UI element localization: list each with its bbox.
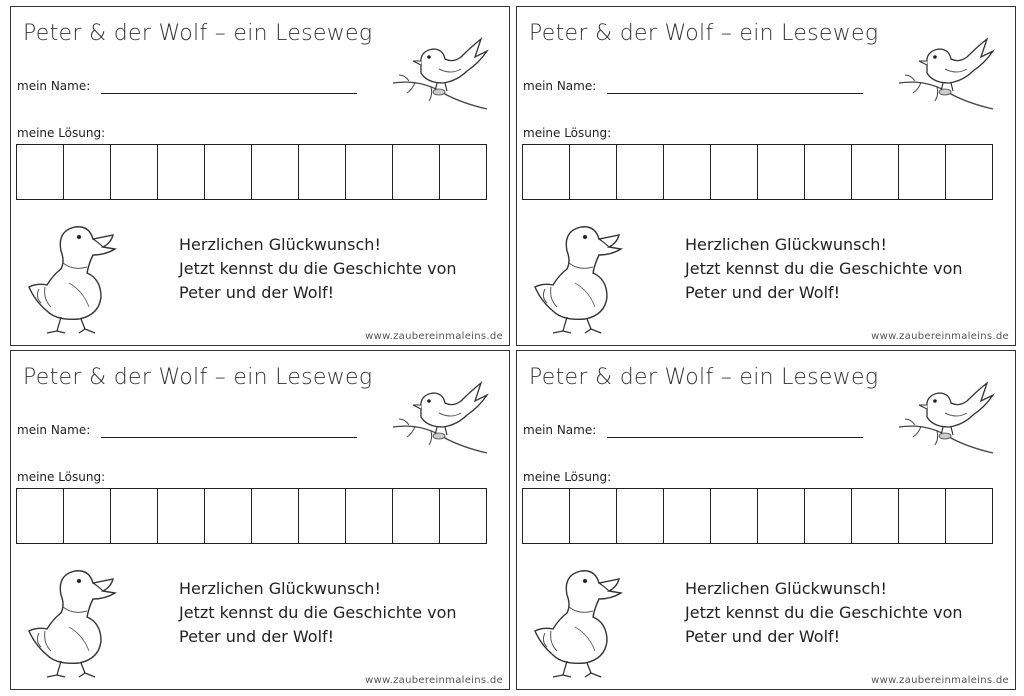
- card-title: Peter & der Wolf – ein Leseweg: [23, 21, 373, 46]
- solution-box[interactable]: [617, 145, 664, 199]
- card-title: Peter & der Wolf – ein Leseweg: [23, 365, 373, 390]
- congratulation-text: [179, 577, 457, 649]
- solution-grid: [16, 144, 487, 200]
- congratulation-text: [685, 233, 963, 305]
- solution-box[interactable]: [64, 145, 111, 199]
- website-url[interactable]: www.zaubereinmaleins.de: [365, 331, 503, 342]
- solution-box[interactable]: [111, 145, 158, 199]
- solution-box[interactable]: [299, 489, 346, 543]
- name-label: mein Name:: [17, 79, 91, 93]
- solution-label: meine Lösung:: [523, 126, 612, 140]
- bird-on-branch-icon: [897, 379, 997, 459]
- solution-box[interactable]: [17, 489, 64, 543]
- solution-box[interactable]: [64, 489, 111, 543]
- solution-box[interactable]: [711, 489, 758, 543]
- website-url[interactable]: www.zaubereinmaleins.de: [871, 331, 1009, 342]
- solution-box[interactable]: [617, 489, 664, 543]
- solution-box[interactable]: [570, 489, 617, 543]
- solution-box[interactable]: [946, 145, 992, 199]
- solution-box[interactable]: [158, 489, 205, 543]
- congratulation-text: [685, 577, 963, 649]
- solution-box[interactable]: [664, 145, 711, 199]
- solution-box[interactable]: [852, 489, 899, 543]
- congrats-line-2: Jetzt kennst du die Geschichte von: [685, 259, 963, 278]
- solution-box[interactable]: [899, 489, 946, 543]
- solution-box[interactable]: [805, 489, 852, 543]
- congrats-line-1: Herzlichen Glückwunsch!: [685, 579, 887, 598]
- leseweg-card: [516, 6, 1016, 346]
- solution-label: meine Lösung:: [523, 470, 612, 484]
- solution-box[interactable]: [805, 145, 852, 199]
- duck-icon: [17, 217, 127, 335]
- name-input-line[interactable]: [607, 93, 863, 94]
- solution-box[interactable]: [111, 489, 158, 543]
- solution-box[interactable]: [440, 145, 486, 199]
- solution-box[interactable]: [346, 145, 393, 199]
- duck-icon: [17, 561, 127, 679]
- solution-grid: [16, 488, 487, 544]
- congrats-line-2: Jetzt kennst du die Geschichte von: [685, 603, 963, 622]
- name-input-line[interactable]: [607, 437, 863, 438]
- congrats-line-1: Herzlichen Glückwunsch!: [685, 235, 887, 254]
- congrats-line-1: Herzlichen Glückwunsch!: [179, 579, 381, 598]
- solution-box[interactable]: [440, 489, 486, 543]
- congrats-line-2: Jetzt kennst du die Geschichte von: [179, 259, 457, 278]
- solution-box[interactable]: [899, 145, 946, 199]
- duck-icon: [523, 561, 633, 679]
- congrats-line-3: Peter und der Wolf!: [685, 627, 841, 646]
- website-url[interactable]: www.zaubereinmaleins.de: [365, 675, 503, 686]
- congrats-line-3: Peter und der Wolf!: [685, 283, 841, 302]
- name-label: mein Name:: [523, 423, 597, 437]
- solution-box[interactable]: [570, 145, 617, 199]
- solution-box[interactable]: [252, 145, 299, 199]
- solution-label: meine Lösung:: [17, 470, 106, 484]
- solution-box[interactable]: [711, 145, 758, 199]
- solution-box[interactable]: [205, 489, 252, 543]
- bird-on-branch-icon: [391, 379, 491, 459]
- solution-box[interactable]: [523, 489, 570, 543]
- name-input-line[interactable]: [101, 93, 357, 94]
- solution-box[interactable]: [852, 145, 899, 199]
- leseweg-card: [10, 6, 510, 346]
- solution-box[interactable]: [664, 489, 711, 543]
- card-title: Peter & der Wolf – ein Leseweg: [529, 365, 879, 390]
- leseweg-card: [516, 350, 1016, 690]
- name-label: mein Name:: [17, 423, 91, 437]
- congrats-line-1: Herzlichen Glückwunsch!: [179, 235, 381, 254]
- solution-grid: [522, 488, 993, 544]
- solution-label: meine Lösung:: [17, 126, 106, 140]
- name-label: mein Name:: [523, 79, 597, 93]
- bird-on-branch-icon: [391, 35, 491, 115]
- website-url[interactable]: www.zaubereinmaleins.de: [871, 675, 1009, 686]
- leseweg-card: [10, 350, 510, 690]
- solution-box[interactable]: [758, 145, 805, 199]
- solution-box[interactable]: [393, 489, 440, 543]
- name-input-line[interactable]: [101, 437, 357, 438]
- congratulation-text: [179, 233, 457, 305]
- duck-icon: [523, 217, 633, 335]
- solution-box[interactable]: [158, 145, 205, 199]
- congrats-line-3: Peter und der Wolf!: [179, 283, 335, 302]
- solution-box[interactable]: [946, 489, 992, 543]
- congrats-line-2: Jetzt kennst du die Geschichte von: [179, 603, 457, 622]
- solution-box[interactable]: [758, 489, 805, 543]
- solution-box[interactable]: [299, 145, 346, 199]
- solution-box[interactable]: [252, 489, 299, 543]
- solution-box[interactable]: [346, 489, 393, 543]
- card-title: Peter & der Wolf – ein Leseweg: [529, 21, 879, 46]
- bird-on-branch-icon: [897, 35, 997, 115]
- solution-grid: [522, 144, 993, 200]
- solution-box[interactable]: [205, 145, 252, 199]
- congrats-line-3: Peter und der Wolf!: [179, 627, 335, 646]
- solution-box[interactable]: [393, 145, 440, 199]
- solution-box[interactable]: [523, 145, 570, 199]
- solution-box[interactable]: [17, 145, 64, 199]
